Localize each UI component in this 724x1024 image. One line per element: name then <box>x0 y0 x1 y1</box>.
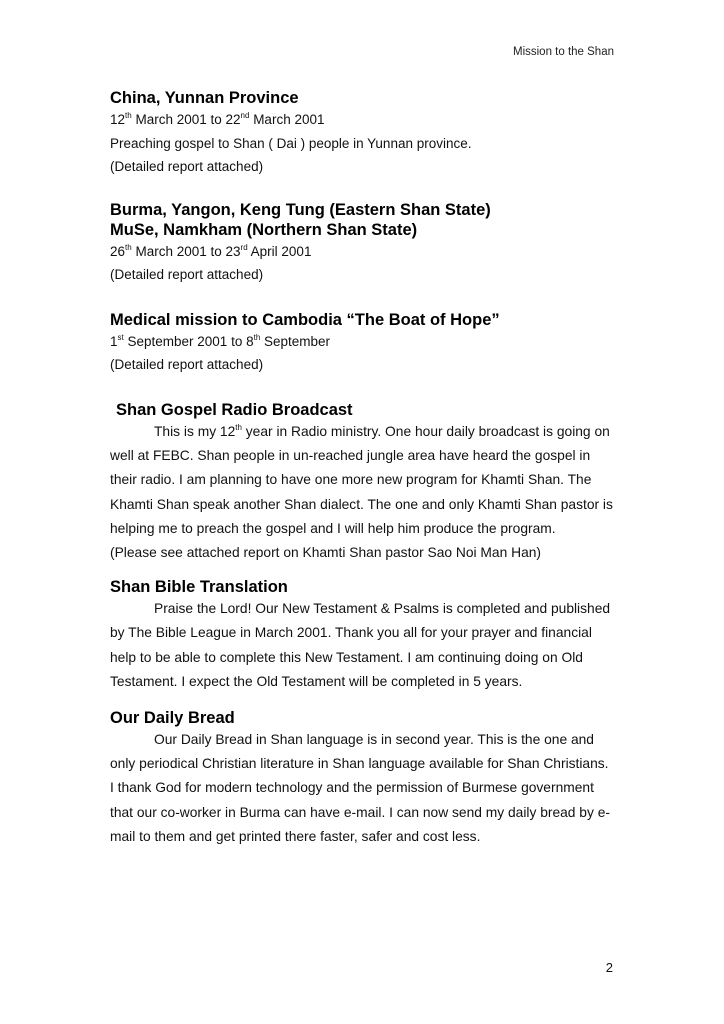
report-note: (Detailed report attached) <box>110 357 264 372</box>
section-cambodia <box>110 310 620 376</box>
body-paragraph-2: I thank God for modern technology and the permission of Burmese government that our co-worker in Burma can have e-mail. I can now send my daily bread by e-mail to them and get printed there faster, safer and cost less. <box>110 780 610 844</box>
date-range: 26th March 2001 to 23rd April 2001 <box>110 243 312 259</box>
report-note: (Please see attached report on Khamti Shan pastor Sao Noi Man Han) <box>110 545 542 561</box>
section-title: Medical mission to Cambodia “The Boat of Hope” <box>110 311 500 329</box>
section-title: Burma, Yangon, Keng Tung (Eastern Shan State) <box>110 201 491 219</box>
section-china <box>110 88 620 178</box>
section-title: Our Daily Bread <box>110 709 235 728</box>
report-note: (Detailed report attached) <box>110 159 264 174</box>
description: Preaching gospel to Shan ( Dai ) people in Yunnan province. <box>110 136 472 151</box>
section-title: Shan Gospel Radio Broadcast <box>116 401 353 419</box>
page-number: 2 <box>605 960 613 975</box>
body-paragraph: Praise the Lord! Our New Testament & Psalms is completed and published by The Bible League in March 2001. Thank you all for your prayer and financial help to be able to complete this New Testament. I am continuing doing on Old Testament. I expect the Old Testament will be completed in 5 years. <box>110 601 611 689</box>
section-bible-translation <box>110 577 620 694</box>
body-paragraph: This is my 12th year in Radio ministry. One hour daily broadcast is going on well at FEBC. Shan people in un-reached jungle area have heard the gospel in their radio. I am planning to have one more new program for Khamti Shan. The Khamti Shan speak another Shan dialect. The one and only Khamti Shan pastor is helping me to preach the gospel and I will help him produce the program. <box>110 423 613 536</box>
section-radio <box>110 400 620 565</box>
page-content <box>110 88 620 849</box>
section-burma <box>110 200 620 286</box>
date-range: 1st September 2001 to 8th September <box>110 333 331 349</box>
section-title-line2: MuSe, Namkham (Northern Shan State) <box>110 221 418 239</box>
section-daily-bread <box>110 708 620 849</box>
page-header: Mission to the Shan <box>512 46 614 58</box>
body-paragraph: Our Daily Bread in Shan language is in second year. This is the one and only periodical Christian literature in Shan language available for Shan Christians. <box>110 732 609 772</box>
date-range: 12th March 2001 to 22nd March 2001 <box>110 111 325 127</box>
section-title: China, Yunnan Province <box>110 89 299 107</box>
section-title: Shan Bible Translation <box>110 578 288 597</box>
report-note: (Detailed report attached) <box>110 267 264 282</box>
